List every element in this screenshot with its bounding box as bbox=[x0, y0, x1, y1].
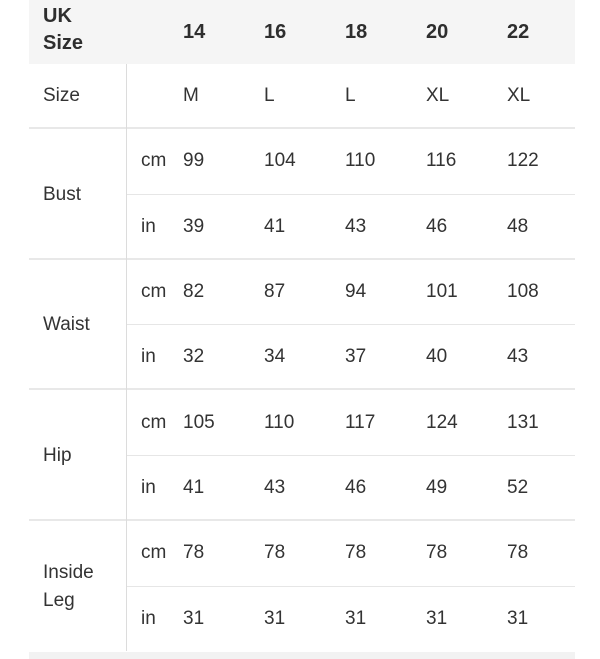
table-cell: L bbox=[345, 85, 356, 106]
table-cell: 78 bbox=[183, 542, 205, 563]
table-cell: 131 bbox=[507, 412, 539, 433]
bust-cm-row bbox=[29, 129, 575, 194]
table-cell: 78 bbox=[264, 542, 286, 563]
inside-leg-cm-row bbox=[29, 521, 575, 586]
table-cell: 110 bbox=[345, 150, 376, 171]
table-cell: XL bbox=[507, 85, 531, 106]
unit-label-cm: cm bbox=[141, 281, 167, 302]
inside-leg-in-row bbox=[29, 587, 575, 651]
header-size-18: 18 bbox=[345, 21, 368, 43]
table-cell: 49 bbox=[426, 477, 448, 498]
table-cell: 31 bbox=[426, 608, 448, 629]
table-cell: 78 bbox=[507, 542, 529, 563]
column-divider bbox=[126, 64, 127, 651]
header-label-size: Size bbox=[43, 32, 84, 54]
table-cell: 104 bbox=[264, 150, 296, 171]
table-cell: 43 bbox=[507, 346, 529, 367]
row-label-waist: Waist bbox=[43, 314, 90, 335]
table-cell: 124 bbox=[426, 412, 458, 433]
table-cell: 78 bbox=[345, 542, 367, 563]
row-label-size: Size bbox=[43, 85, 80, 106]
size-chart-table bbox=[29, 0, 575, 652]
table-cell: 43 bbox=[345, 216, 367, 237]
table-cell: 31 bbox=[345, 608, 367, 629]
header-row bbox=[29, 0, 575, 64]
table-cell: 99 bbox=[183, 150, 205, 171]
table-cell: 43 bbox=[264, 477, 286, 498]
waist-cm-row bbox=[29, 260, 575, 324]
unit-label-cm: cm bbox=[141, 542, 167, 563]
table-cell: 116 bbox=[426, 150, 457, 171]
header-size-22: 22 bbox=[507, 21, 530, 43]
hip-in-row bbox=[29, 456, 575, 519]
table-cell: 31 bbox=[264, 608, 286, 629]
table-cell: 39 bbox=[183, 216, 205, 237]
waist-in-row bbox=[29, 325, 575, 388]
bust-in-row bbox=[29, 195, 575, 258]
table-cell: 117 bbox=[345, 412, 376, 433]
table-cell: 46 bbox=[345, 477, 367, 498]
table-cell: 32 bbox=[183, 346, 205, 367]
table-cell: 101 bbox=[426, 281, 458, 302]
table-cell: L bbox=[264, 85, 275, 106]
table-footer-band bbox=[29, 652, 575, 659]
row-label-hip: Hip bbox=[43, 445, 72, 466]
table-cell: 41 bbox=[183, 477, 205, 498]
table-cell: XL bbox=[426, 85, 450, 106]
header-label-uk: UK bbox=[43, 5, 72, 27]
table-cell: 82 bbox=[183, 281, 205, 302]
table-cell: 122 bbox=[507, 150, 539, 171]
table-cell: 34 bbox=[264, 346, 286, 367]
table-cell: 31 bbox=[507, 608, 529, 629]
table-cell: 78 bbox=[426, 542, 448, 563]
table-cell: 94 bbox=[345, 281, 367, 302]
table-cell: 48 bbox=[507, 216, 529, 237]
unit-label-in: in bbox=[141, 346, 156, 367]
table-cell: M bbox=[183, 85, 199, 106]
table-cell: 41 bbox=[264, 216, 286, 237]
table-cell: 110 bbox=[264, 412, 295, 433]
table-cell: 31 bbox=[183, 608, 205, 629]
row-label-leg: Leg bbox=[43, 590, 75, 611]
unit-label-cm: cm bbox=[141, 412, 167, 433]
row-label-bust: Bust bbox=[43, 184, 82, 205]
header-size-14: 14 bbox=[183, 21, 206, 43]
row-label-inside: Inside bbox=[43, 562, 94, 583]
hip-cm-row bbox=[29, 390, 575, 455]
header-size-20: 20 bbox=[426, 21, 449, 43]
header-size-16: 16 bbox=[264, 21, 287, 43]
unit-label-cm: cm bbox=[141, 150, 167, 171]
table-cell: 87 bbox=[264, 281, 286, 302]
table-cell: 37 bbox=[345, 346, 367, 367]
table-cell: 46 bbox=[426, 216, 448, 237]
letter-size-row bbox=[29, 64, 575, 128]
table-cell: 40 bbox=[426, 346, 448, 367]
unit-label-in: in bbox=[141, 216, 156, 237]
table-cell: 105 bbox=[183, 412, 215, 433]
table-cell: 108 bbox=[507, 281, 539, 302]
unit-label-in: in bbox=[141, 477, 156, 498]
unit-label-in: in bbox=[141, 608, 156, 629]
table-cell: 52 bbox=[507, 477, 529, 498]
